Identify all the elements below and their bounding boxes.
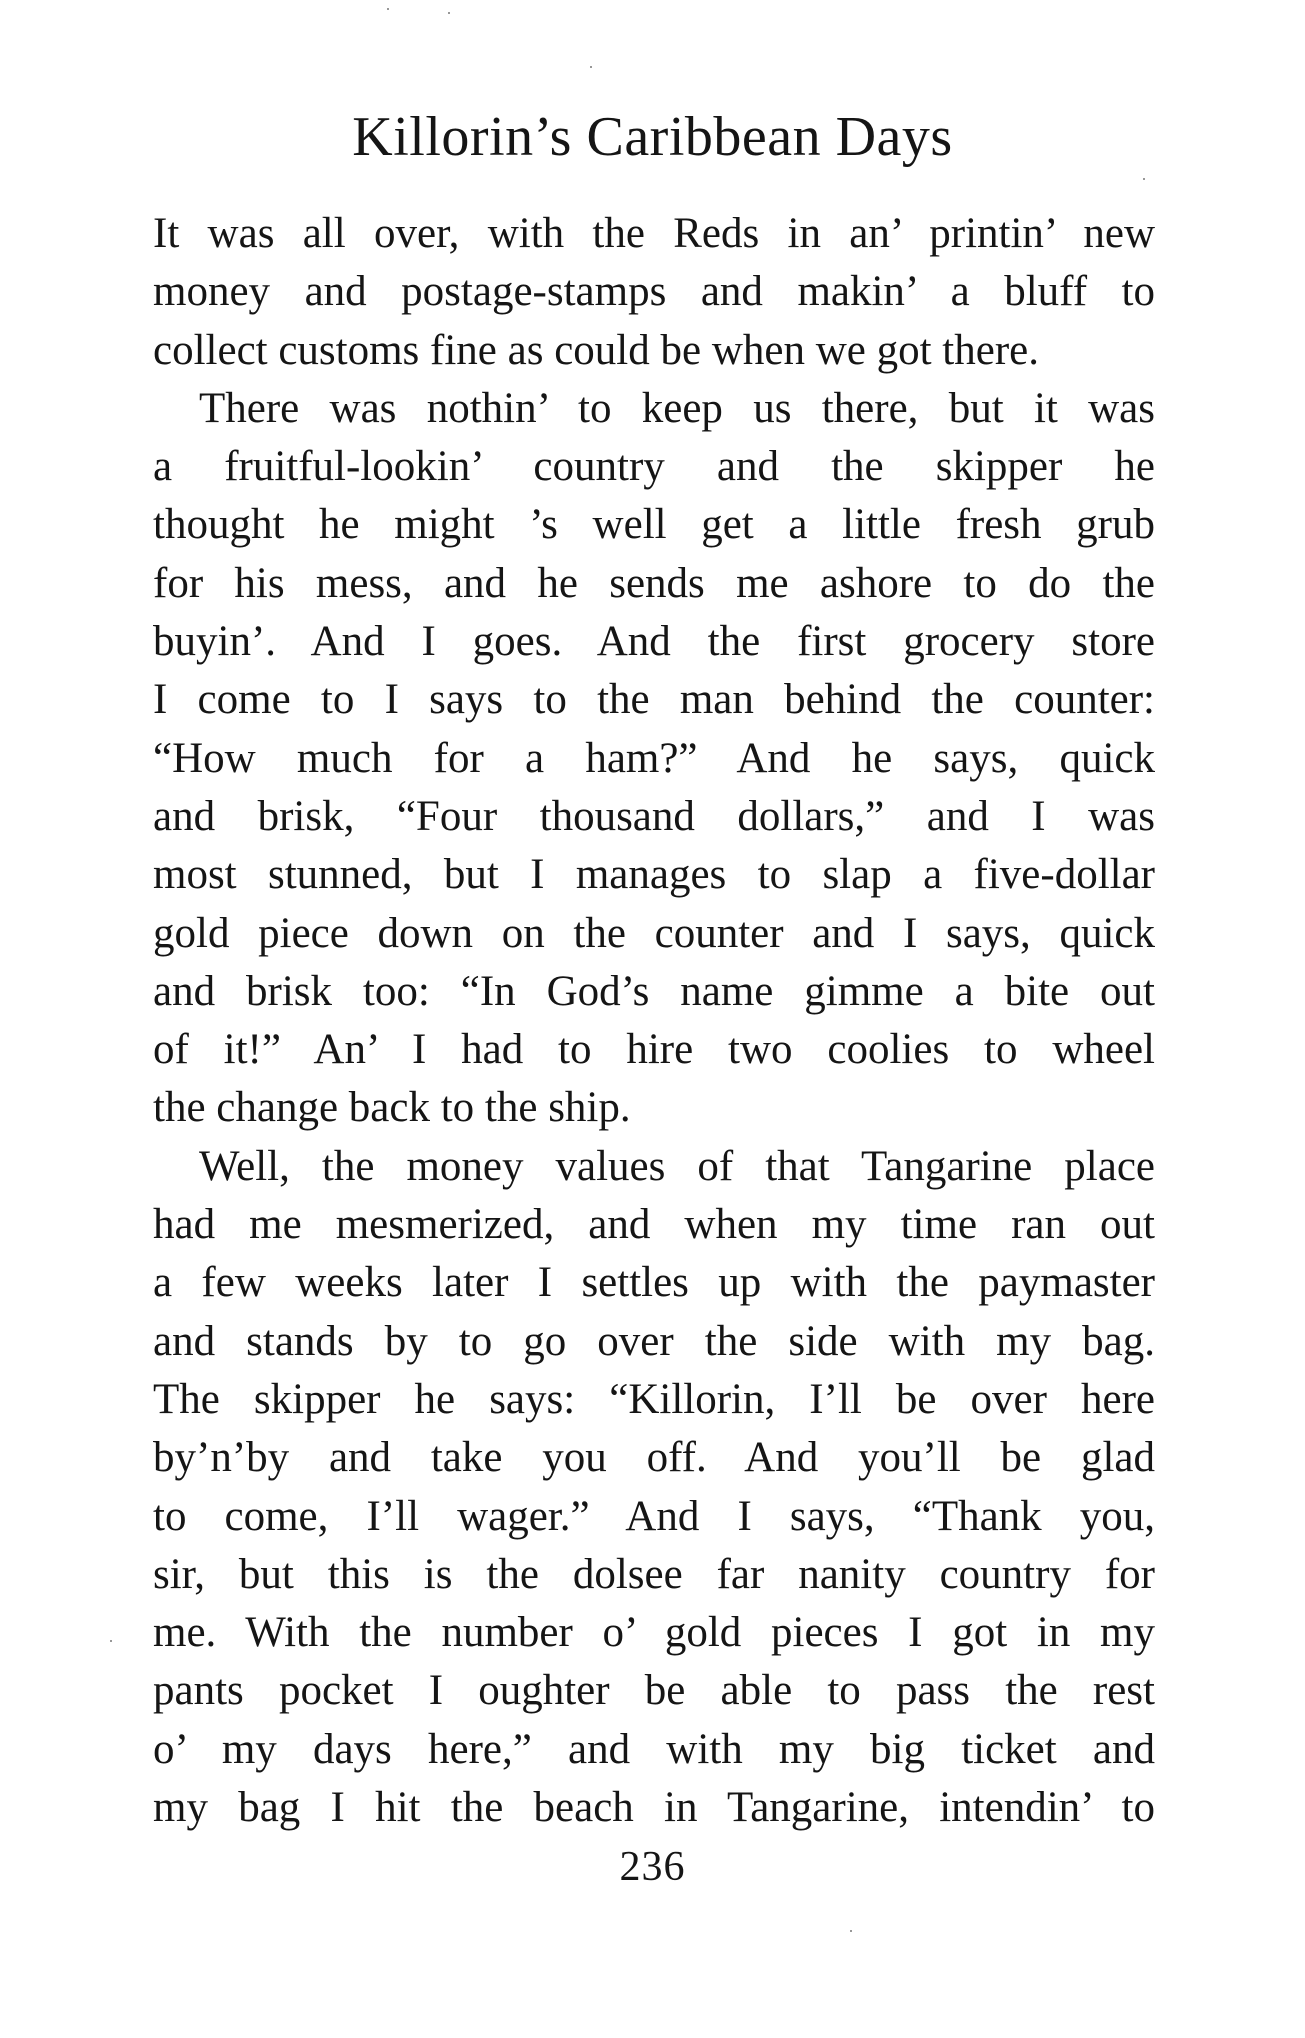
text-line: by’n’by and take you off. And you’ll be glad <box>153 1434 1155 1482</box>
scan-speck <box>387 8 389 10</box>
running-head: Killorin’s Caribbean Days <box>352 106 953 168</box>
scan-speck <box>850 1930 852 1932</box>
text-line: money and postage-stamps and makin’ a bluff to <box>153 268 1155 316</box>
text-line: the change back to the ship. <box>153 1084 631 1132</box>
text-line: buyin’. And I goes. And the first grocery store <box>153 618 1155 666</box>
scan-speck <box>590 66 592 68</box>
text-line: “How much for a ham?” And he says, quick <box>153 734 1155 782</box>
page-number: 236 <box>619 1844 686 1890</box>
text-line: me. With the number o’ gold pieces I got in my <box>153 1609 1155 1657</box>
text-line: I come to I says to the man behind the counter: <box>153 676 1155 724</box>
text-line: my bag I hit the beach in Tangarine, intendin’ to <box>153 1784 1155 1832</box>
text-line: o’ my days here,” and with my big ticket and <box>153 1725 1155 1773</box>
text-line: a fruitful-lookin’ country and the skipper he <box>153 443 1155 491</box>
text-line: Well, the money values of that Tangarine place <box>199 1142 1155 1190</box>
body-text <box>153 205 1155 1837</box>
text-line: and stands by to go over the side with my bag. <box>153 1317 1155 1365</box>
scan-speck <box>110 1640 112 1642</box>
text-line: a few weeks later I settles up with the paymaster <box>153 1259 1155 1307</box>
text-line: sir, but this is the dolsee far nanity country for <box>153 1550 1155 1598</box>
text-line: gold piece down on the counter and I says, quick <box>153 909 1155 957</box>
text-line: collect customs fine as could be when we got there. <box>153 326 1039 374</box>
text-line: thought he might ’s well get a little fresh grub <box>153 501 1155 549</box>
text-line: to come, I’ll wager.” And I says, “Thank you, <box>153 1492 1155 1540</box>
text-line: There was nothin’ to keep us there, but it was <box>199 384 1155 432</box>
text-line: of it!” An’ I had to hire two coolies to wheel <box>153 1026 1155 1074</box>
text-line: The skipper he says: “Killorin, I’ll be over here <box>153 1375 1155 1423</box>
text-line: and brisk too: “In God’s name gimme a bite out <box>153 967 1155 1015</box>
text-line: It was all over, with the Reds in an’ printin’ new <box>153 210 1155 257</box>
text-line: for his mess, and he sends me ashore to do the <box>153 559 1155 607</box>
text-line: most stunned, but I manages to slap a five-dollar <box>153 851 1155 899</box>
scan-speck <box>448 12 450 14</box>
text-line: had me mesmerized, and when my time ran out <box>153 1201 1155 1249</box>
text-line: and brisk, “Four thousand dollars,” and I was <box>153 792 1155 840</box>
scan-speck <box>1143 178 1145 180</box>
text-line: pants pocket I oughter be able to pass the rest <box>153 1667 1155 1715</box>
